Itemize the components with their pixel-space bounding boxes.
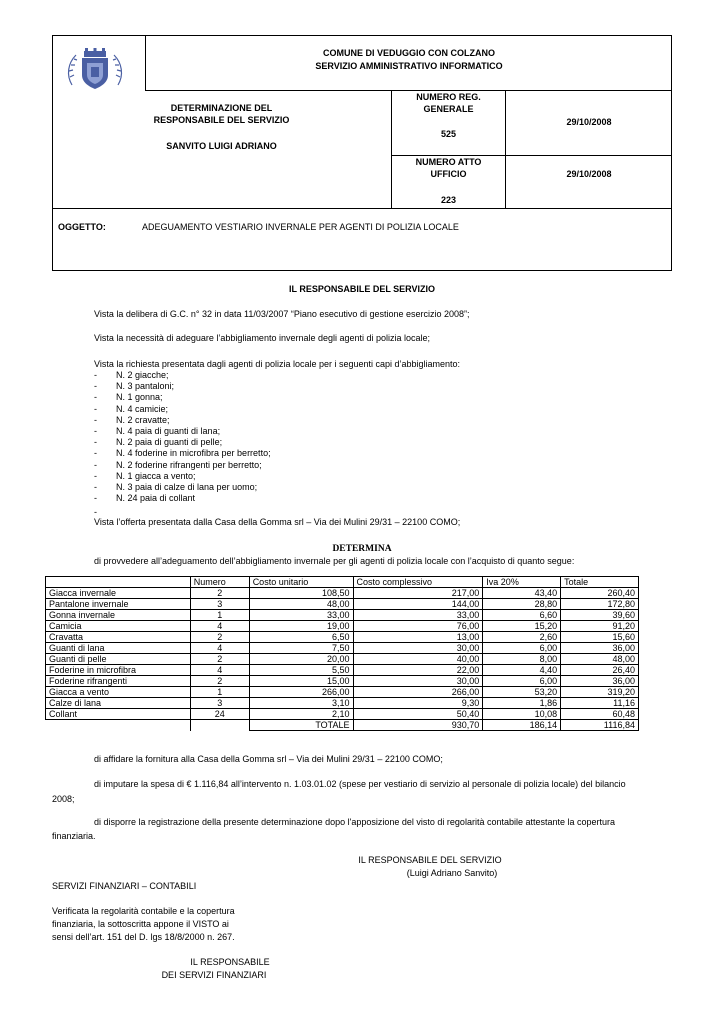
table-row	[46, 665, 639, 676]
paragraph-disporre: di disporre la registrazione della presente determinazione dopo l'apposizione del visto di regolarità contabile attestante la copertura	[94, 817, 616, 827]
paragraph-provvedere: di provvedere all’adeguamento dell’abbigliamento invernale per gli agenti di polizia locale con l’acquisto di quanto segue:	[94, 556, 575, 566]
table-cell: 15,00	[249, 676, 353, 687]
servizi-finanziari-title: SERVIZI FINANZIARI – CONTABILI	[52, 881, 197, 891]
table-total-row	[46, 720, 639, 731]
responsabile-nome: SANVITO LUIGI ADRIANO	[166, 141, 277, 151]
table-cell: Giacca invernale	[46, 588, 191, 599]
paragraph-offerta: Vista l’offerta presentata dalla Casa della Gomma srl – Via dei Mulini 29/31 – 22100 COMO;	[94, 517, 461, 527]
table-cell: Pantalone invernale	[46, 599, 191, 610]
list-item-text: N. 2 giacche;	[116, 370, 169, 380]
table-cell: 4	[190, 643, 249, 654]
list-dash: -	[94, 482, 97, 493]
list-dash: -	[94, 392, 97, 403]
table-cell: 36,00	[561, 643, 639, 654]
determinazione-label: DETERMINAZIONE DEL	[170, 103, 273, 113]
table-header-cell	[46, 577, 191, 588]
paragraph-affidare: di affidare la fornitura alla Casa della Gomma srl – Via dei Mulini 29/31 – 22100 COMO;	[94, 754, 443, 764]
table-cell: 60,48	[561, 709, 639, 720]
table-cell: Camicia	[46, 621, 191, 632]
numero-atto-value: 223	[440, 195, 457, 205]
list-item	[94, 392, 271, 403]
list-item	[94, 471, 271, 482]
table-cell: Cravatta	[46, 632, 191, 643]
cost-table	[45, 576, 639, 731]
date-atto: 29/10/2008	[566, 169, 612, 179]
list-dash: -	[94, 470, 97, 481]
table-row	[46, 588, 639, 599]
list-dash: -	[94, 414, 97, 425]
table-cell: 15,20	[483, 621, 561, 632]
verifica-line-2: finanziaria, la sottoscritta appone il VISTO ai	[52, 919, 229, 929]
paragraph-richiesta: Vista la richiesta presentata dagli agenti di polizia locale per i seguenti capi d’abbigliamento:	[94, 359, 461, 369]
list-item-text: N. 2 paia di guanti di pelle;	[116, 437, 223, 448]
table-cell: 266,00	[249, 687, 353, 698]
list-item	[94, 460, 271, 471]
fin-signature-dept: DEI SERVIZI FINANZIARI	[161, 970, 267, 980]
list-dash: -	[94, 448, 97, 459]
table-cell: Gonna invernale	[46, 610, 191, 621]
paragraph-disporre-end: finanziaria.	[52, 831, 96, 841]
table-row	[46, 654, 639, 665]
table-cell: 319,20	[561, 687, 639, 698]
table-row	[46, 698, 639, 709]
table-cell: 8,00	[483, 654, 561, 665]
table-cell: 30,00	[353, 643, 483, 654]
section-title: IL RESPONSABILE DEL SERVIZIO	[288, 284, 436, 294]
generale-label: GENERALE	[423, 104, 474, 114]
table-row	[46, 632, 639, 643]
numero-reg-value: 525	[440, 129, 457, 139]
table-cell: Guanti di lana	[46, 643, 191, 654]
table-cell: 2	[190, 588, 249, 599]
list-item-text: N. 3 paia di calze di lana per uomo;	[116, 482, 258, 493]
table-cell: Foderine rifrangenti	[46, 676, 191, 687]
table-cell: 30,00	[353, 676, 483, 687]
table-cell: 9,30	[353, 698, 483, 709]
coat-of-arms-logo	[64, 47, 126, 91]
table-header-cell: Costo complessivo	[353, 577, 483, 588]
list-item-text: N. 4 foderine in microfibra per berretto;	[116, 448, 271, 459]
table-row	[46, 676, 639, 687]
table-cell: 144,00	[353, 599, 483, 610]
table-cell: 11,16	[561, 698, 639, 709]
servizio-name: SERVIZIO AMMINISTRATIVO INFORMATICO	[315, 61, 503, 71]
table-cell: 13,00	[353, 632, 483, 643]
table-row	[46, 687, 639, 698]
list-item-text: N. 3 pantaloni;	[116, 381, 175, 392]
list-item	[94, 437, 271, 448]
table-cell: Foderine in microfibra	[46, 665, 191, 676]
table-header-cell: Iva 20%	[483, 577, 561, 588]
table-cell: 20,00	[249, 654, 353, 665]
table-cell: 91,20	[561, 621, 639, 632]
list-item	[94, 415, 271, 426]
table-row	[46, 709, 639, 720]
table-cell: 1	[190, 610, 249, 621]
comune-name: COMUNE DI VEDUGGIO CON COLZANO	[322, 48, 495, 58]
table-cell: 3	[190, 599, 249, 610]
signature-title: IL RESPONSABILE DEL SERVIZIO	[358, 855, 502, 865]
table-cell: 108,50	[249, 588, 353, 599]
table-cell: 53,20	[483, 687, 561, 698]
determina-heading: DETERMINA	[332, 544, 392, 554]
table-cell: 4	[190, 665, 249, 676]
oggetto-text: ADEGUAMENTO VESTIARIO INVERNALE PER AGENTI DI POLIZIA LOCALE	[142, 222, 459, 232]
table-row	[46, 643, 639, 654]
fin-signature-title: IL RESPONSABILE	[190, 957, 270, 967]
table-cell: 10,08	[483, 709, 561, 720]
table-cell: 7,50	[249, 643, 353, 654]
table-cell: 2	[190, 654, 249, 665]
table-total-cell: 1116,84	[561, 720, 639, 731]
list-item-text: N. 2 cravatte;	[116, 414, 170, 425]
list-item-text: N. 1 giacca a vento;	[116, 470, 196, 481]
table-cell: 76,00	[353, 621, 483, 632]
table-cell: 3	[190, 698, 249, 709]
table-cell: 43,40	[483, 588, 561, 599]
list-item	[94, 404, 271, 415]
list-dash: -	[94, 403, 97, 414]
table-blank-cell	[190, 720, 249, 731]
table-cell: 33,00	[353, 610, 483, 621]
table-cell: 4	[190, 621, 249, 632]
paragraph-imputare-end: 2008;	[52, 794, 75, 804]
table-cell: Guanti di pelle	[46, 654, 191, 665]
list-item-text: N. 1 gonna;	[116, 392, 163, 403]
table-cell: 4,40	[483, 665, 561, 676]
list-item-text: N. 2 foderine rifrangenti per berretto;	[116, 459, 262, 470]
table-row	[46, 599, 639, 610]
table-cell: 6,00	[483, 676, 561, 687]
table-cell: 5,50	[249, 665, 353, 676]
table-cell: 40,00	[353, 654, 483, 665]
table-cell: 266,00	[353, 687, 483, 698]
verifica-line-3: sensi dell’art. 151 del D. lgs 18/8/2000 n. 267.	[52, 932, 235, 942]
table-cell: 2	[190, 676, 249, 687]
numero-atto-label: NUMERO ATTO	[415, 157, 482, 167]
signature-name: (Luigi Adriano Sanvito)	[406, 868, 498, 878]
table-row	[46, 621, 639, 632]
table-cell: 3,10	[249, 698, 353, 709]
list-dash: -	[94, 459, 97, 470]
table-cell: 260,40	[561, 588, 639, 599]
clothing-list	[94, 370, 271, 504]
paragraph-necessita: Vista la necessità di adeguare l’abbigliamento invernale degli agenti di polizia locale;	[94, 333, 431, 343]
table-cell: Giacca a vento	[46, 687, 191, 698]
table-cell: 24	[190, 709, 249, 720]
table-cell: 26,40	[561, 665, 639, 676]
table-cell: 1,86	[483, 698, 561, 709]
list-item	[94, 370, 271, 381]
table-header-row	[46, 577, 639, 588]
list-dash: -	[94, 493, 97, 504]
table-cell: 6,00	[483, 643, 561, 654]
table-cell: 33,00	[249, 610, 353, 621]
table-cell: 1	[190, 687, 249, 698]
table-cell: 172,80	[561, 599, 639, 610]
table-header-cell: Numero	[190, 577, 249, 588]
table-cell: 22,00	[353, 665, 483, 676]
table-cell: Calze di lana	[46, 698, 191, 709]
list-item-text: N. 4 paia di guanti di lana;	[116, 426, 221, 437]
table-cell: 48,00	[249, 599, 353, 610]
table-cell: 6,60	[483, 610, 561, 621]
table-cell: 50,40	[353, 709, 483, 720]
list-item	[94, 493, 271, 504]
paragraph-imputare: di imputare la spesa di € 1.116,84 all’intervento n. 1.03.01.02 (spese per vestiario di servizio al personale di polizia locale) del bilancio	[94, 779, 626, 789]
oggetto-label: OGGETTO:	[58, 222, 106, 232]
table-cell: Collant	[46, 709, 191, 720]
table-cell: 2	[190, 632, 249, 643]
table-cell: 217,00	[353, 588, 483, 599]
list-item-text: N. 24 paia di collant	[116, 493, 196, 504]
numero-reg-label: NUMERO REG.	[416, 92, 481, 102]
list-dash: -	[94, 381, 97, 392]
table-total-label: TOTALE	[249, 720, 353, 731]
table-header-cell: Costo unitario	[249, 577, 353, 588]
table-cell: 2,10	[249, 709, 353, 720]
table-cell: 36,00	[561, 676, 639, 687]
table-row	[46, 610, 639, 621]
table-cell: 6,50	[249, 632, 353, 643]
list-item-text: N. 4 camicie;	[116, 403, 169, 414]
paragraph-delibera: Vista la delibera di G.C. n° 32 in data 11/03/2007 “Piano esecutivo di gestione esercizio 2008”;	[94, 309, 470, 319]
list-trailing-dash: -	[94, 507, 97, 517]
date-reg: 29/10/2008	[566, 117, 612, 127]
responsabile-label: RESPONSABILE DEL SERVIZIO	[153, 115, 290, 125]
list-item	[94, 381, 271, 392]
table-cell: 28,80	[483, 599, 561, 610]
list-item	[94, 426, 271, 437]
table-total-cell: 186,14	[483, 720, 561, 731]
list-dash: -	[94, 426, 97, 437]
table-blank-cell	[46, 720, 191, 731]
table-cell: 2,60	[483, 632, 561, 643]
table-cell: 39,60	[561, 610, 639, 621]
list-item	[94, 448, 271, 459]
list-item	[94, 482, 271, 493]
table-cell: 48,00	[561, 654, 639, 665]
verifica-line-1: Verificata la regolarità contabile e la copertura	[52, 906, 235, 916]
list-dash: -	[94, 437, 97, 448]
ufficio-label: UFFICIO	[430, 169, 467, 179]
table-cell: 19,00	[249, 621, 353, 632]
list-dash: -	[94, 370, 97, 380]
table-total-cell: 930,70	[353, 720, 483, 731]
table-cell: 15,60	[561, 632, 639, 643]
table-header-cell: Totale	[561, 577, 639, 588]
